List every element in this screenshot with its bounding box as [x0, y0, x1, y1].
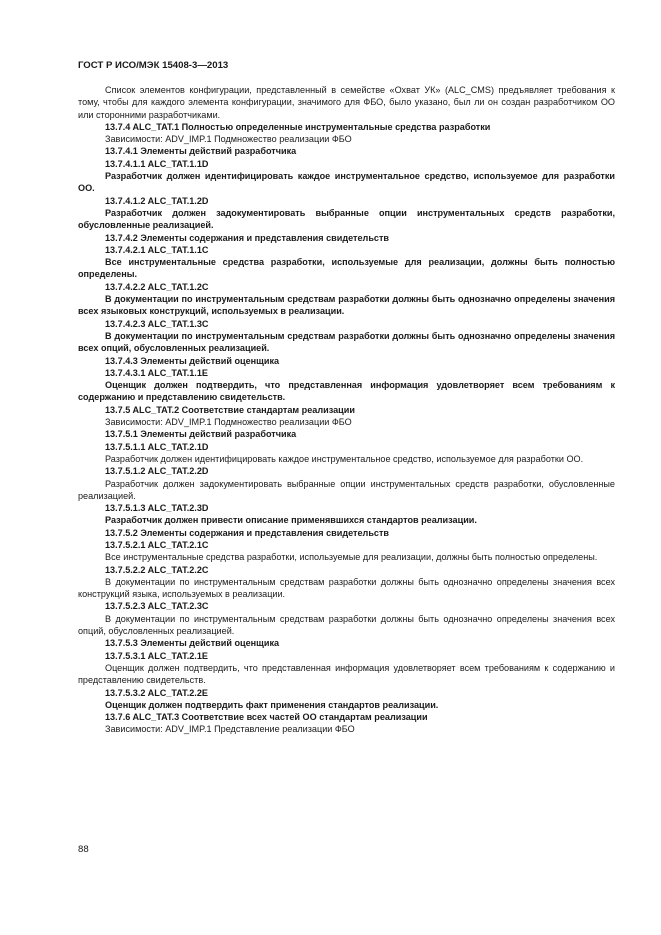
requirement-text: Разработчик должен задокументировать выбранные опции инструментальных средств разработки, обусловленные реализацией. — [78, 478, 615, 501]
element-id: 13.7.5.1.3 ALC_TAT.2.3D — [105, 503, 209, 514]
element-id: 13.7.4.1.1 ALC_TAT.1.1D — [105, 158, 209, 169]
requirement-text: В документации по инструментальным средствам разработки должны быть однозначно определены значения всех конструкций языка, используемых в реализации. — [78, 576, 615, 600]
requirement-text: Разработчик должен идентифицировать каждое инструментальное средство, используемое для разработки ОО. — [105, 453, 584, 464]
element-id: 13.7.5.3.1 ALC_TAT.2.1E — [105, 650, 208, 661]
element-id: 13.7.5.3.2 ALC_TAT.2.2E — [105, 687, 208, 698]
element-id: 13.7.5.2.3 ALC_TAT.2.3C — [105, 601, 209, 612]
subsection-heading: 13.7.4.3 Элементы действий оценщика — [105, 355, 280, 366]
dependencies-text: Зависимости: ADV_IMP.1 Подмножество реализации ФБО — [105, 417, 352, 428]
requirement-text: Все инструментальные средства разработки, используемые для реализации, должны быть полностью определены. — [78, 257, 615, 280]
element-id: 13.7.4.2.1 ALC_TAT.1.1C — [105, 244, 209, 255]
element-id: 13.7.5.2.1 ALC_TAT.2.1C — [105, 539, 209, 550]
subsection-heading: 13.7.4.1 Элементы действий разработчика — [105, 146, 297, 157]
dependencies-text: Зависимости: ADV_IMP.1 Представление реализации ФБО — [105, 724, 355, 735]
document-header: ГОСТ Р ИСО/МЭК 15408-3—2013 — [78, 60, 229, 71]
requirement-text: Разработчик должен задокументировать выбранные опции инструментальных средств разработки, обусловленные реализацией. — [78, 207, 615, 231]
requirement-text: Оценщик должен подтвердить, что представленная информация удовлетворяет всем требованиям к содержанию и представлению свидетельств. — [78, 662, 615, 686]
subsection-heading: 13.7.5.3 Элементы действий оценщика — [105, 638, 280, 649]
requirement-text: В документации по инструментальным средствам разработки должны быть однозначно определены значения всех опций, обусловленных реализацией. — [78, 330, 615, 354]
element-id: 13.7.4.1.2 ALC_TAT.1.2D — [105, 195, 209, 206]
subsection-heading: 13.7.4.2 Элементы содержания и представления свидетельств — [105, 232, 390, 243]
page-number: 88 — [78, 844, 89, 855]
section-heading-13-7-6: 13.7.6 ALC_TAT.3 Соответствие всех частей ОО стандартам реализации — [105, 712, 428, 723]
element-id: 13.7.4.2.3 ALC_TAT.1.3C — [105, 318, 209, 329]
requirement-text: Разработчик должен привести описание применявшихся стандартов реализации. — [105, 515, 477, 526]
element-id: 13.7.5.2.2 ALC_TAT.2.2C — [105, 564, 209, 575]
element-id: 13.7.5.1.1 ALC_TAT.2.1D — [105, 441, 209, 452]
requirement-text: В документации по инструментальным средствам разработки должны быть однозначно определены значения всех языковых конструкций, используемых в реализации. — [78, 294, 615, 317]
subsection-heading: 13.7.5.1 Элементы действий разработчика — [105, 429, 297, 440]
subsection-heading: 13.7.5.2 Элементы содержания и представления свидетельств — [105, 527, 390, 538]
element-id: 13.7.4.3.1 ALC_TAT.1.1E — [105, 367, 208, 378]
document-page — [78, 60, 615, 736]
element-id: 13.7.4.2.2 ALC_TAT.1.2C — [105, 281, 209, 292]
requirement-text: В документации по инструментальным средствам разработки должны быть однозначно определены значения всех опций, обусловленных реализацией. — [78, 613, 615, 637]
dependencies-text: Зависимости: ADV_IMP.1 Подмножество реализации ФБО — [105, 134, 352, 145]
requirement-text: Все инструментальные средства разработки, используемые для реализации, должны быть полностью определены. — [105, 552, 598, 563]
requirement-text: Оценщик должен подтвердить, что представленная информация удовлетворяет всем требованиям к содержанию и представлению свидетельств. — [78, 380, 615, 403]
intro-paragraph: Список элементов конфигурации, представленный в семействе «Охват УК» (ALC_CMS) предъявляет требования к тому, чтобы для каждого элемента конфигурации, значимого для ФБО, было указано, был ли он создан разработчиком ОО или сторонними разработчиками. — [78, 85, 615, 120]
requirement-text: Разработчик должен идентифицировать каждое инструментальное средство, используемое для разработки ОО. — [78, 171, 615, 194]
requirement-text: Оценщик должен подтвердить факт применения стандартов реализации. — [105, 699, 439, 710]
element-id: 13.7.5.1.2 ALC_TAT.2.2D — [105, 466, 209, 477]
section-heading-13-7-4: 13.7.4 ALC_TAT.1 Полностью определенные инструментальные средства разработки — [105, 121, 491, 132]
section-heading-13-7-5: 13.7.5 ALC_TAT.2 Соответствие стандартам реализации — [105, 404, 355, 415]
